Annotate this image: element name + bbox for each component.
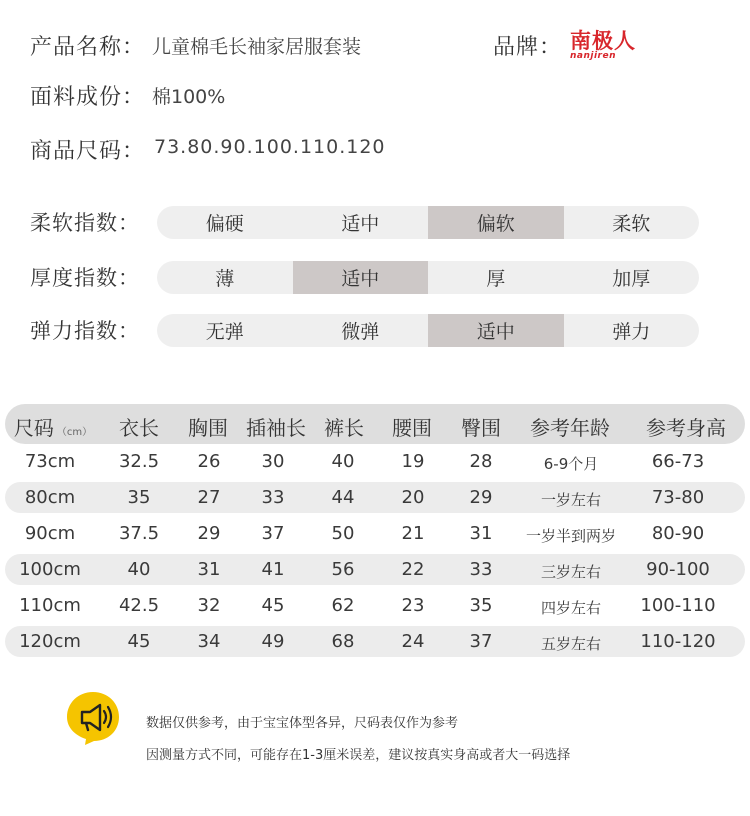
cell-age: 五岁左右	[540, 635, 602, 653]
table-row-stripe	[5, 554, 745, 585]
cell-sleeve: 45	[261, 595, 285, 616]
cell-length: 42.5	[118, 595, 160, 616]
cell-height: 90-100	[646, 559, 710, 580]
cell-waist: 23	[401, 595, 425, 616]
cell-chest: 26	[197, 451, 221, 472]
brand-label: 品牌：	[493, 35, 563, 60]
cell-waist: 22	[401, 559, 425, 580]
cell-height: 100-110	[640, 595, 716, 616]
header-pants: 裤长	[324, 416, 364, 440]
cell-sleeve: 41	[261, 559, 285, 580]
fabric-label: 面料成份：	[30, 85, 146, 110]
elasticity-option: 微弹	[341, 321, 380, 343]
cell-age: 6-9个月	[543, 455, 599, 473]
header-waist: 腰围	[392, 416, 432, 440]
cell-age: 一岁左右	[540, 491, 602, 509]
brand-logo	[570, 30, 640, 60]
cell-height: 66-73	[651, 451, 705, 472]
cell-age: 四岁左右	[540, 599, 602, 617]
header-size	[14, 412, 92, 441]
cell-chest: 32	[197, 595, 221, 616]
cell-waist: 20	[401, 487, 425, 508]
cell-hip: 35	[469, 595, 493, 616]
elasticity-label: 弹力指数：	[30, 319, 140, 343]
cell-pants: 44	[331, 487, 355, 508]
cell-age: 一岁半到两岁	[525, 527, 617, 545]
softness-option: 适中	[341, 213, 380, 235]
product-name-value: 儿童棉毛长袖家居服套装	[152, 36, 362, 58]
cell-hip: 31	[469, 523, 493, 544]
header-sleeve: 插袖长	[246, 416, 306, 440]
softness-label: 柔软指数：	[30, 211, 140, 235]
cell-hip: 33	[469, 559, 493, 580]
cell-size: 110cm	[19, 595, 81, 616]
cell-size: 100cm	[19, 559, 81, 580]
product-name-label: 产品名称：	[30, 35, 146, 60]
header-size-unit: （cm）	[56, 427, 93, 438]
cell-pants: 40	[331, 451, 355, 472]
size-value: 73.80.90.100.110.120	[154, 136, 386, 158]
thickness-option: 薄	[215, 268, 235, 290]
cell-sleeve: 30	[261, 451, 285, 472]
cell-sleeve: 33	[261, 487, 285, 508]
cell-size: 90cm	[24, 523, 76, 544]
header-chest: 胸围	[188, 416, 228, 440]
header-size-text: 尺码	[13, 416, 54, 440]
cell-hip: 37	[469, 631, 493, 652]
cell-length: 37.5	[118, 523, 160, 544]
thickness-option-selected: 适中	[293, 261, 429, 294]
notice-line-1: 数据仅供参考，由于宝宝体型各异，尺码表仅作为参考	[146, 716, 459, 731]
softness-option-selected: 偏软	[428, 206, 564, 239]
cell-height: 80-90	[651, 523, 705, 544]
cell-hip: 29	[469, 487, 493, 508]
table-row-stripe	[5, 482, 745, 513]
cell-pants: 56	[331, 559, 355, 580]
thickness-scale	[157, 261, 699, 294]
fabric-value: 棉100%	[152, 86, 226, 108]
cell-pants: 68	[331, 631, 355, 652]
size-table-header	[5, 404, 745, 444]
cell-length: 35	[127, 487, 151, 508]
cell-waist: 24	[401, 631, 425, 652]
cell-size: 73cm	[24, 451, 76, 472]
cell-length: 40	[127, 559, 151, 580]
header-age: 参考年龄	[530, 416, 610, 440]
size-label: 商品尺码：	[30, 139, 146, 164]
brand-logo-cn: 南极人	[570, 29, 636, 53]
cell-length: 32.5	[118, 451, 160, 472]
table-row-stripe	[5, 626, 745, 657]
cell-chest: 29	[197, 523, 221, 544]
elasticity-option: 弹力	[612, 321, 651, 343]
cell-height: 73-80	[651, 487, 705, 508]
cell-size: 120cm	[19, 631, 81, 652]
cell-waist: 21	[401, 523, 425, 544]
elasticity-scale	[157, 314, 699, 347]
softness-scale	[157, 206, 699, 239]
elasticity-option: 无弹	[205, 321, 244, 343]
cell-length: 45	[127, 631, 151, 652]
cell-height: 110-120	[640, 631, 716, 652]
thickness-option: 厚	[486, 268, 506, 290]
cell-chest: 34	[197, 631, 221, 652]
cell-sleeve: 37	[261, 523, 285, 544]
header-height: 参考身高	[646, 416, 726, 440]
softness-option: 偏硬	[205, 213, 244, 235]
cell-pants: 62	[331, 595, 355, 616]
header-length: 衣长	[119, 416, 159, 440]
elasticity-option-selected: 适中	[428, 314, 564, 347]
cell-hip: 28	[469, 451, 493, 472]
header-hip: 臀围	[461, 416, 501, 440]
thickness-option: 加厚	[612, 268, 651, 290]
cell-chest: 31	[197, 559, 221, 580]
notice-line-2: 因测量方式不同，可能存在1-3厘米误差，建议按真实身高或者大一码选择	[146, 748, 571, 763]
cell-pants: 50	[331, 523, 355, 544]
thickness-label: 厚度指数：	[30, 266, 140, 290]
cell-sleeve: 49	[261, 631, 285, 652]
cell-size: 80cm	[24, 487, 76, 508]
megaphone-icon	[65, 690, 121, 746]
brand-logo-en: nanjiren	[570, 51, 617, 61]
cell-waist: 19	[401, 451, 425, 472]
cell-chest: 27	[197, 487, 221, 508]
softness-option: 柔软	[612, 213, 651, 235]
cell-age: 三岁左右	[540, 563, 602, 581]
